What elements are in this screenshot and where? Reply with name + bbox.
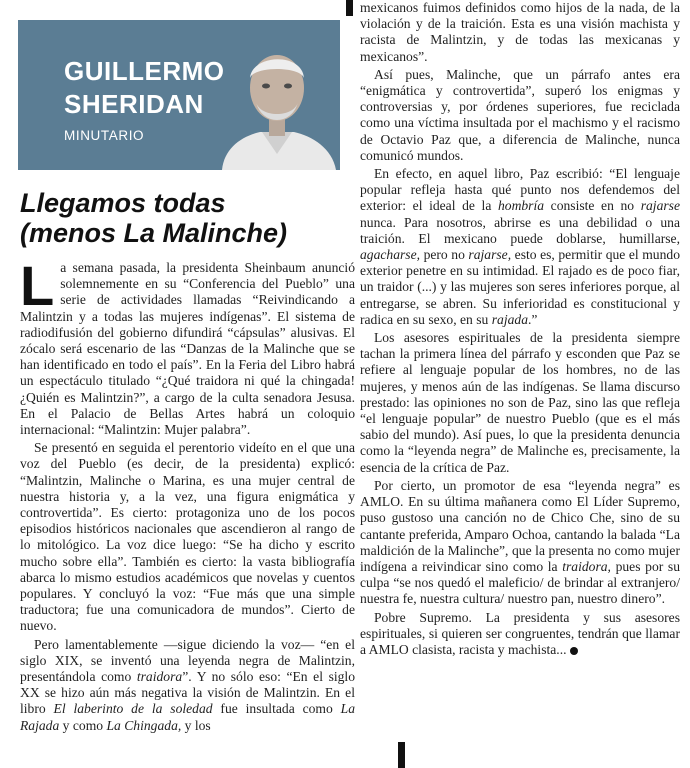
title-line-1: Llegamos todas [20, 188, 226, 218]
paragraph: Se presentó en seguida el perentorio videíto en el que una voz del Pueblo (es decir, de la presidenta) explicó: “Malintzin, Malinche o Marina, es una mujer central de nuestra historia y, a la vez, una figura enigmática y controvertida”. Es cierto: protagoniza uno de los pocos episodios históricos nacionales que ascendieron al rango de lo mitológico. La voz dice luego: “Se ha dicho y escrito mucho sobre ella”. También es cierto: la vasta bibliografía abarca lo mismo estudios académicos que novelas y cuentos populares. Y concluyó la voz: “Fue más que una simple traductora; fue una comunicadora de mundos”. Cierto de nuevo. [20, 440, 355, 634]
title-line-2: (menos La Malinche) [20, 218, 288, 248]
article-title [20, 188, 350, 248]
column-marker-top [346, 0, 353, 16]
paragraph: Pobre Supremo. La presidenta y sus asesores espirituales, si quieren ser congruentes, tendrán que llamar a AMLO clasista, racista y machista... [360, 609, 680, 657]
drop-cap: L [20, 254, 55, 317]
author-first-name: GUILLERMO [64, 56, 225, 86]
right-column [360, 0, 680, 660]
paragraph: Por cierto, un promotor de esa “leyenda negra” es AMLO. En su última mañanera como El Líder Supremo, puso gustoso una canción no de Chico Che, sino de su cantante preferida, Amparo Ochoa, cantando la balada “La maldición de la Malinche”, que la presenta no como mujer indígena a reivindicar sino como la traidora, pues por su culpa “se nos quedó el maleficio/ de brindar al extranjero/ nuestra fe, nuestra cultura/ nuestro pan, nuestro dinero”. [360, 477, 680, 607]
author-photo [214, 36, 340, 170]
paragraph: mexicanos fuimos definidos como hijos de la nada, de la violación y de la traición. Esta es una visión machista y racista de Malintzin, y de todas las mexicanas y mexicanos”. [360, 0, 680, 64]
end-mark-icon [570, 647, 578, 655]
paragraph: Pero lamentablemente —sigue diciendo la voz— “en el siglo XIX, se inventó una leyenda negra de Malintzin, presentándola como traidora”. Y no sólo eso: “En el siglo XX se hizo aún más negativa la visión de Malintzin. En el libro El laberinto de la soledad fue insultada como La Rajada y como La Chingada, y los [20, 636, 356, 733]
column-label: MINUTARIO [64, 128, 145, 143]
author-last-name: SHERIDAN [64, 89, 204, 119]
paragraph: Los asesores espirituales de la presidenta siempre tachan la primera línea del párrafo y esconden que Paz se refiere al lenguaje popular de los hombres, no de las mujeres, y menos aún de las indígenas. Se llama discurso prestado: las opiniones no son de Paz, sino las que refleja “el lenguaje popular” de nuestro Pueblo (que es el más sabio del mundo). Así pues, lo que la presidenta denuncia como la “leyenda negra” de Malinche es, precisamente, la esencia de la crítica de Paz. [360, 330, 680, 475]
left-column [20, 254, 356, 736]
paragraph: Así pues, Malinche, que un párrafo antes era “enigmática y controvertida”, superó los enigmas y controversias y, por órdenes superiores, fue reciclada como una víctima insultada por el machismo y el racismo de Octavio Paz que, a diferencia de Malinche, nunca comunicó mundos. [360, 66, 680, 163]
paragraph: La semana pasada, la presidenta Sheinbaum anunció solemnemente en su “Conferencia del Pueblo” una serie de actividades llamadas “Reivindicando a Malintzin y a todas las mujeres indígenas”. El sistema de radiodifusión del gobierno difundirá “cápsulas” alusivas. El zócalo será escenario de las “Danzas de la Malinche que se han identificado en todo el país”. En la Feria del Libro habrá un espectáculo titulado “¿Qué traidora ni qué la chingada! ¿Quién es Malintzin?”, a cargo de la culta senadora Jesusa. En el Palacio de Bellas Artes habrá un coloquio internacional: “Malintzin: Mujer palabra”. [20, 254, 355, 438]
column-marker-bottom [398, 742, 405, 768]
paragraph: En efecto, en aquel libro, Paz escribió: “El lenguaje popular refleja hasta qué punto nos defendemos del exterior: el ideal de la hombría consiste en no rajarse nunca. Para nosotros, abrirse es una debilidad o una traición. El mexicano puede doblarse, humillarse, agacharse, pero no rajarse, esto es, permitir que el mundo exterior penetre en su intimidad. El rajado es de poco fiar, un traidor (...) y las mujeres son seres inferiores porque, al entregarse, se abren. Su inferioridad es constitucional y radica en su sexo, en su rajada.” [360, 166, 680, 327]
column-header-banner [18, 20, 340, 170]
